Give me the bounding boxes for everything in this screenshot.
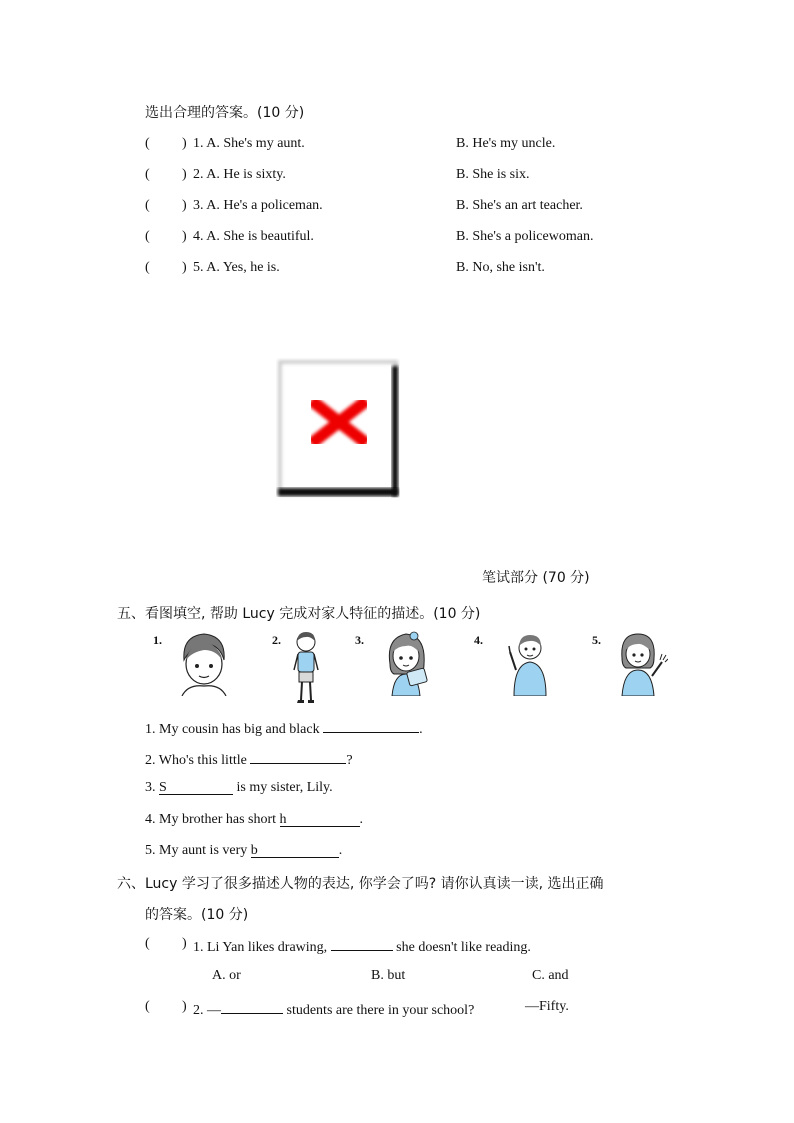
option-a: A. or (212, 968, 241, 983)
paren-close: ) (182, 198, 187, 213)
paren-open: ( (145, 167, 150, 182)
figure-label-5: 5. (592, 633, 601, 647)
paren-open: ( (145, 136, 150, 151)
paren-close: ) (182, 999, 187, 1014)
broken-image-icon (276, 358, 400, 498)
sentence-end: is my sister, Lily. (233, 780, 333, 795)
option-a: 4. A. She is beautiful. (193, 229, 314, 244)
option-a: 5. A. Yes, he is. (193, 260, 280, 275)
answer-blank[interactable] (323, 718, 419, 733)
paren-open: ( (145, 999, 150, 1014)
fill-sentence-1 (145, 718, 423, 738)
woman-waving-illustration (616, 630, 668, 701)
figure-label-3: 3. (355, 633, 364, 647)
section6-title-line1: 六、Lucy 学习了很多描述人物的表达, 你学会了吗? 请你认真读一读, 选出正确 (117, 876, 604, 892)
sentence-end: . (419, 722, 423, 737)
paren-open: ( (145, 229, 150, 244)
section5-title: 五、看图填空, 帮助 Lucy 完成对家人特征的描述。(10 分) (117, 606, 481, 622)
sentence-end: . (359, 812, 364, 827)
answer-blank[interactable]: S (159, 780, 233, 795)
answer-text: —Fifty. (525, 999, 569, 1014)
question-after: she doesn't like reading. (392, 940, 531, 955)
boy-face-illustration (178, 630, 230, 701)
paren-open: ( (145, 198, 150, 213)
man-pointing-illustration (504, 630, 548, 701)
option-b: B. She is six. (456, 167, 530, 182)
fill-sentence-4 (145, 812, 363, 828)
figure-label-4: 4. (474, 633, 483, 647)
sentence-text: 3. (145, 780, 159, 795)
sentence-text: 1. My cousin has big and black (145, 722, 324, 737)
option-b: B. She's an art teacher. (456, 198, 583, 213)
paren-close: ) (182, 229, 187, 244)
fill-sentence-5 (145, 843, 342, 859)
option-a: 3. A. He's a policeman. (193, 198, 323, 213)
question-after: students are there in your school? (283, 1003, 475, 1018)
option-c: C. and (532, 968, 569, 983)
option-b: B. No, she isn't. (456, 260, 545, 275)
option-b: B. but (371, 968, 406, 983)
answer-blank[interactable]: b (251, 843, 339, 858)
paren-close: ) (182, 936, 187, 951)
little-boy-illustration (290, 630, 322, 711)
answer-blank[interactable] (250, 749, 346, 764)
paren-close: ) (182, 260, 187, 275)
fill-sentence-2 (145, 749, 353, 769)
option-b: B. She's a policewoman. (456, 229, 594, 244)
sentence-text: 2. Who's this little (145, 753, 251, 768)
paren-open: ( (145, 936, 150, 951)
question-before: 2. — (193, 1003, 221, 1018)
sentence-text: 4. My brother has short (145, 812, 280, 827)
question-before: 1. Li Yan likes drawing, (193, 940, 331, 955)
answer-blank[interactable] (221, 999, 283, 1014)
fill-sentence-3 (145, 780, 333, 796)
figure-label-2: 2. (272, 633, 281, 647)
option-a: 1. A. She's my aunt. (193, 136, 305, 151)
paren-close: ) (182, 136, 187, 151)
paren-close: ) (182, 167, 187, 182)
sentence-end: . (338, 843, 343, 858)
sentence-end: ? (346, 753, 353, 768)
figure-label-1: 1. (153, 633, 162, 647)
option-a: 2. A. He is sixty. (193, 167, 286, 182)
girl-with-book-illustration (384, 630, 430, 701)
answer-blank[interactable]: h (280, 812, 360, 827)
written-part-heading: 笔试部分 (70 分) (482, 570, 590, 586)
question-text (193, 936, 531, 956)
option-b: B. He's my uncle. (456, 136, 556, 151)
paren-open: ( (145, 260, 150, 275)
question-text (193, 999, 474, 1019)
answer-blank[interactable] (331, 936, 393, 951)
sentence-text: 5. My aunt is very (145, 843, 251, 858)
section6-title-line2: 的答案。(10 分) (145, 907, 249, 923)
section4-instruction: 选出合理的答案。(10 分) (145, 105, 305, 121)
